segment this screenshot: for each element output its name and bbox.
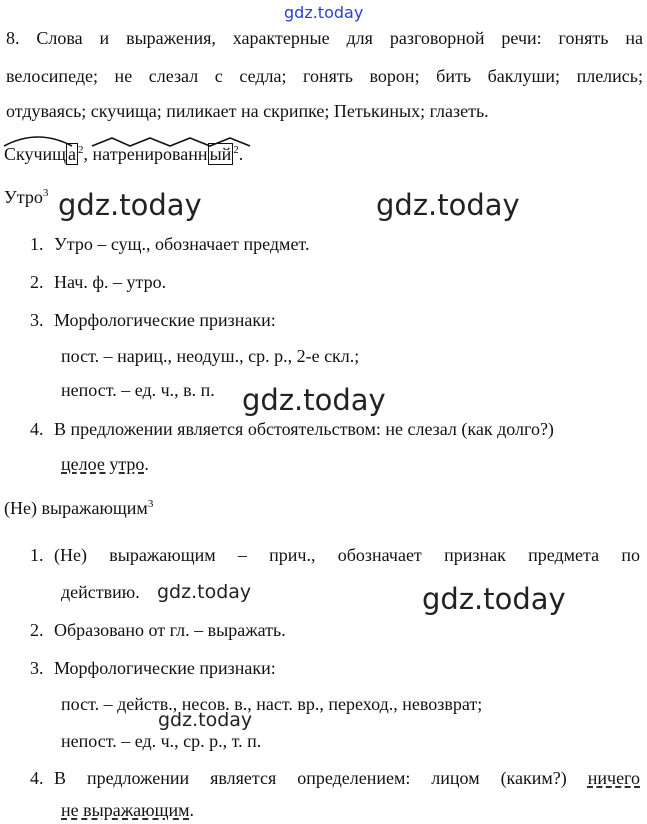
item-number: 1. xyxy=(30,234,44,254)
task-line-1: 8. Слова и выражения, характерные для разговорной речи: гонять на xyxy=(6,28,643,48)
section-2-title-text: (Не) выражающим xyxy=(4,498,148,518)
section-1-sup: 3 xyxy=(42,187,49,199)
item-number: 3. xyxy=(30,310,44,330)
item-text: Образовано от гл. – выражать. xyxy=(54,620,286,640)
watermark: gdz.today xyxy=(422,582,566,616)
word-period: . xyxy=(238,144,244,164)
section-1-item-4-cont xyxy=(61,454,149,475)
underlined-phrase: не выражающим xyxy=(61,800,190,820)
section-2-item-1-cont: действию. xyxy=(61,582,140,602)
item-number: 1. xyxy=(30,545,44,565)
item-text: Нач. ф. – утро. xyxy=(54,272,167,292)
watermark: gdz.today xyxy=(242,383,386,417)
item-text: Утро – сущ., обозначает предмет. xyxy=(54,234,310,254)
watermark: gdz.today xyxy=(158,709,253,731)
section-2-item-2 xyxy=(30,620,286,641)
underlined-phrase: целое утро xyxy=(61,454,145,474)
section-1-item-3 xyxy=(30,310,276,331)
item-text: (Не) выражающим – прич., обозначает признак предмета по xyxy=(54,545,640,565)
section-1-title-text: Утро xyxy=(4,187,43,207)
item-text: Морфологические признаки: xyxy=(54,310,276,330)
underlined-phrase: ничего xyxy=(587,768,640,788)
task-line-3: отдуваясь; скучища; пиликает на скрипке; Петькиных; глазеть. xyxy=(6,101,489,121)
watermark: gdz.today xyxy=(376,188,520,222)
section-2-sup: 3 xyxy=(147,498,154,510)
watermark: gdz.today xyxy=(157,581,252,603)
watermark: gdz.today xyxy=(58,188,202,222)
watermark-top: gdz.today xyxy=(284,3,364,22)
item-period: . xyxy=(189,800,194,820)
item-number: 4. xyxy=(30,768,44,788)
item-number: 4. xyxy=(30,419,44,439)
section-2-item-4-cont xyxy=(61,800,194,821)
word-1-sup: 2 xyxy=(78,144,84,156)
section-1-item-2 xyxy=(30,272,166,293)
item-number: 2. xyxy=(30,272,44,292)
item-text: В предложении является определением: лицом (каким?) xyxy=(54,768,567,788)
word-1-root: Скучищ xyxy=(4,144,67,164)
word-analysis xyxy=(4,144,243,165)
task-line-2: велосипеде; не слезал с седла; гонять ворон; бить баклуши; плелись; xyxy=(6,66,643,86)
word-2-root: натренированн xyxy=(92,144,208,164)
item-number: 2. xyxy=(30,620,44,640)
section-2-item-1 xyxy=(30,545,643,566)
section-2-const: пост. – действ., несов. в., наст. вр., переход., невозврат; xyxy=(61,694,483,714)
section-1-item-1 xyxy=(30,234,309,255)
section-1-item-4 xyxy=(30,419,647,440)
section-1-const: пост. – нариц., неодуш., ср. р., 2-е скл.; xyxy=(61,346,360,366)
word-2-sup: 2 xyxy=(233,144,239,156)
section-1-title xyxy=(4,187,48,208)
word-2-ending: ый xyxy=(209,144,232,164)
section-2-item-3 xyxy=(30,658,276,679)
word-1-ending: а xyxy=(68,144,77,164)
word-separator: , xyxy=(83,144,93,164)
section-1-nonconst: непост. – ед. ч., в. п. xyxy=(61,380,215,400)
item-text: Морфологические признаки: xyxy=(54,658,276,678)
item-text: В предложении является обстоятельством: не слезал (как долго?) xyxy=(54,419,554,439)
section-2-nonconst: непост. – ед. ч., ср. р., т. п. xyxy=(61,731,262,751)
section-2-title xyxy=(4,498,153,519)
item-period: . xyxy=(144,454,149,474)
section-2-item-4 xyxy=(30,768,643,789)
item-number: 3. xyxy=(30,658,44,678)
